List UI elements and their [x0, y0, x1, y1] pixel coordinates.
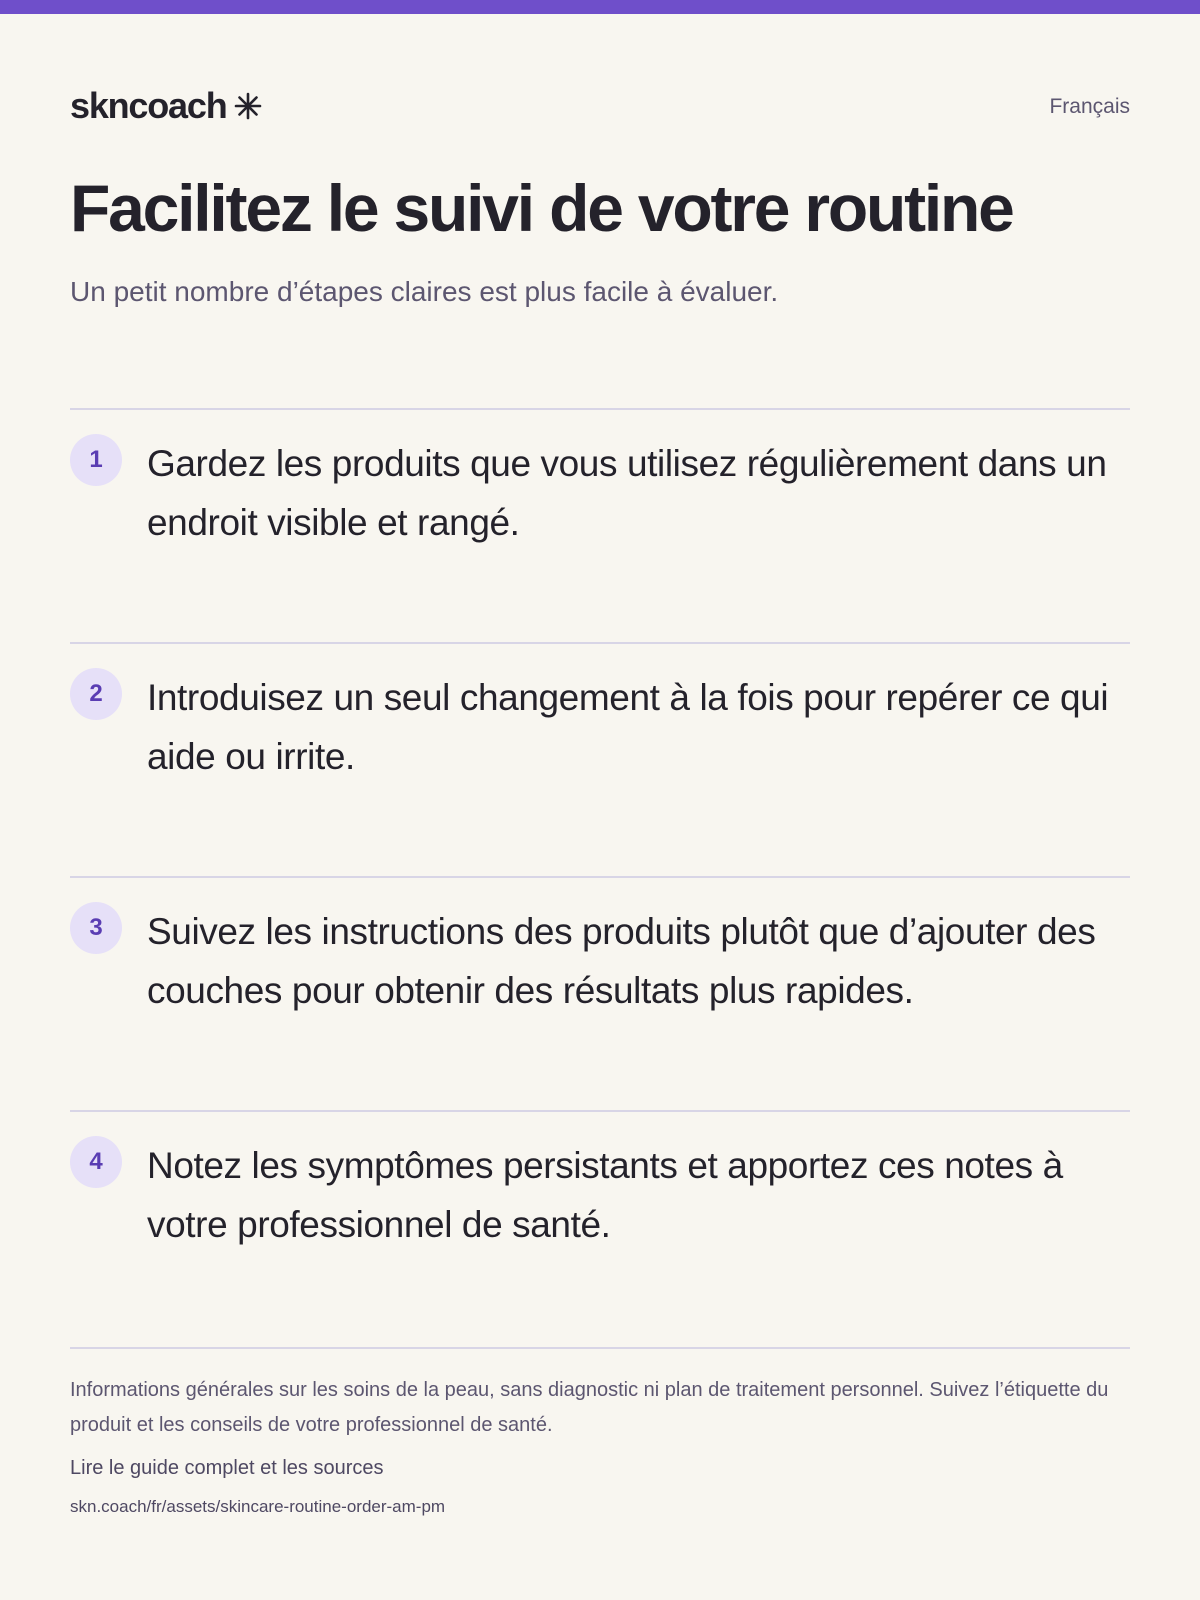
top-accent-bar — [0, 0, 1200, 14]
step-text: Gardez les produits que vous utilisez régulièrement dans un endroit visible et rangé. — [147, 443, 1107, 543]
header — [70, 84, 1130, 134]
step-number-badge: 2 — [70, 668, 122, 720]
language-selector[interactable]: Français — [1049, 95, 1130, 118]
steps-list — [70, 408, 1130, 1344]
footer — [70, 1347, 1130, 1519]
step-number-badge: 4 — [70, 1136, 122, 1188]
full-guide-link[interactable]: Lire le guide complet et les sources — [70, 1457, 384, 1479]
step-text: Notez les symptômes persistants et apportez ces notes à votre professionnel de santé. — [147, 1145, 1063, 1245]
page-subtitle: Un petit nombre d’étapes claires est plus facile à évaluer. — [70, 276, 779, 307]
brand-logo[interactable] — [70, 84, 262, 128]
step-item — [70, 876, 1130, 1110]
step-item — [70, 642, 1130, 876]
asterisk-icon — [234, 92, 262, 120]
step-item — [70, 408, 1130, 642]
step-number-badge: 1 — [70, 434, 122, 486]
disclaimer-text: Informations générales sur les soins de la peau, sans diagnostic ni plan de traitement personnel. Suivez l’étiquette du produit et les conseils de votre professionnel de santé. — [70, 1379, 1109, 1436]
page-title: Facilitez le suivi de votre routine — [70, 171, 1013, 245]
source-url: skn.coach/fr/assets/skincare-routine-order-am-pm — [70, 1497, 446, 1516]
step-item — [70, 1110, 1130, 1344]
step-number-badge: 3 — [70, 902, 122, 954]
step-text: Suivez les instructions des produits plutôt que d’ajouter des couches pour obtenir des résultats plus rapides. — [147, 911, 1096, 1011]
step-text: Introduisez un seul changement à la fois pour repérer ce qui aide ou irrite. — [147, 677, 1109, 777]
brand-name: skncoach — [70, 85, 227, 126]
